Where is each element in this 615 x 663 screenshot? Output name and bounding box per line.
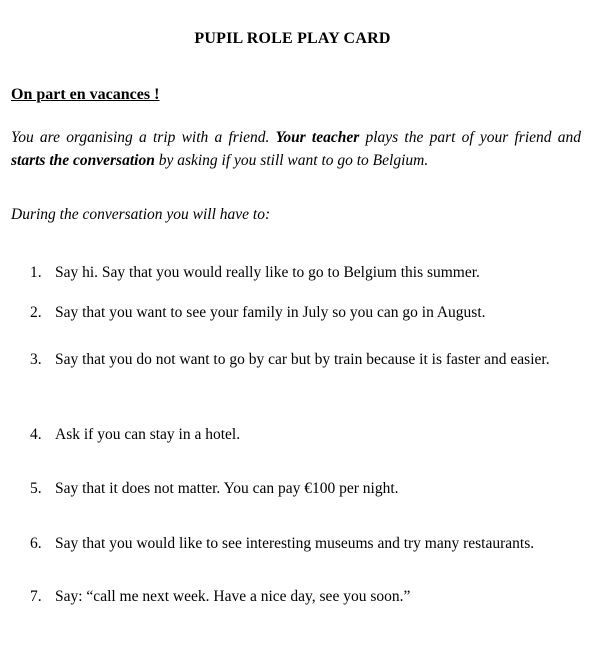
intro-bold-starts: starts the conversation <box>11 152 155 169</box>
task-item <box>30 586 576 607</box>
task-item <box>30 533 576 554</box>
task-item <box>30 262 576 283</box>
card-title: PUPIL ROLE PLAY CARD <box>194 30 391 47</box>
task-number: 4. <box>30 426 42 443</box>
intro-text-1: You are organising a trip with a friend. <box>11 129 276 146</box>
task-text: Say that you would like to see interesting museums and try many restaurants. <box>55 535 535 552</box>
intro-text-2: plays the part of your friend and <box>359 129 581 146</box>
task-item <box>30 424 576 445</box>
task-number: 1. <box>30 264 42 281</box>
task-number: 3. <box>30 351 42 368</box>
task-text: Say that it does not matter. You can pay €100 per night. <box>55 480 399 497</box>
task-number: 6. <box>30 535 42 552</box>
task-number: 2. <box>30 304 42 321</box>
intro-paragraph <box>11 126 581 172</box>
task-text: Say that you want to see your family in July so you can go in August. <box>55 304 486 321</box>
intro-bold-teacher: Your teacher <box>275 129 360 146</box>
task-text: Say: “call me next week. Have a nice day, see you soon.” <box>55 588 411 605</box>
during-instructions: During the conversation you will have to: <box>11 206 271 223</box>
intro-text-3: by asking if you still want to go to Belgium. <box>154 152 429 169</box>
task-text: Ask if you can stay in a hotel. <box>55 426 241 443</box>
task-item <box>30 478 576 499</box>
task-item <box>30 302 576 323</box>
task-item <box>30 349 576 370</box>
task-text: Say hi. Say that you would really like to go to Belgium this summer. <box>55 264 480 281</box>
task-number: 7. <box>30 588 42 605</box>
task-text: Say that you do not want to go by car but by train because it is faster and easier. <box>55 351 550 368</box>
task-number: 5. <box>30 480 42 497</box>
card-subtitle: On part en vacances ! <box>11 86 160 103</box>
